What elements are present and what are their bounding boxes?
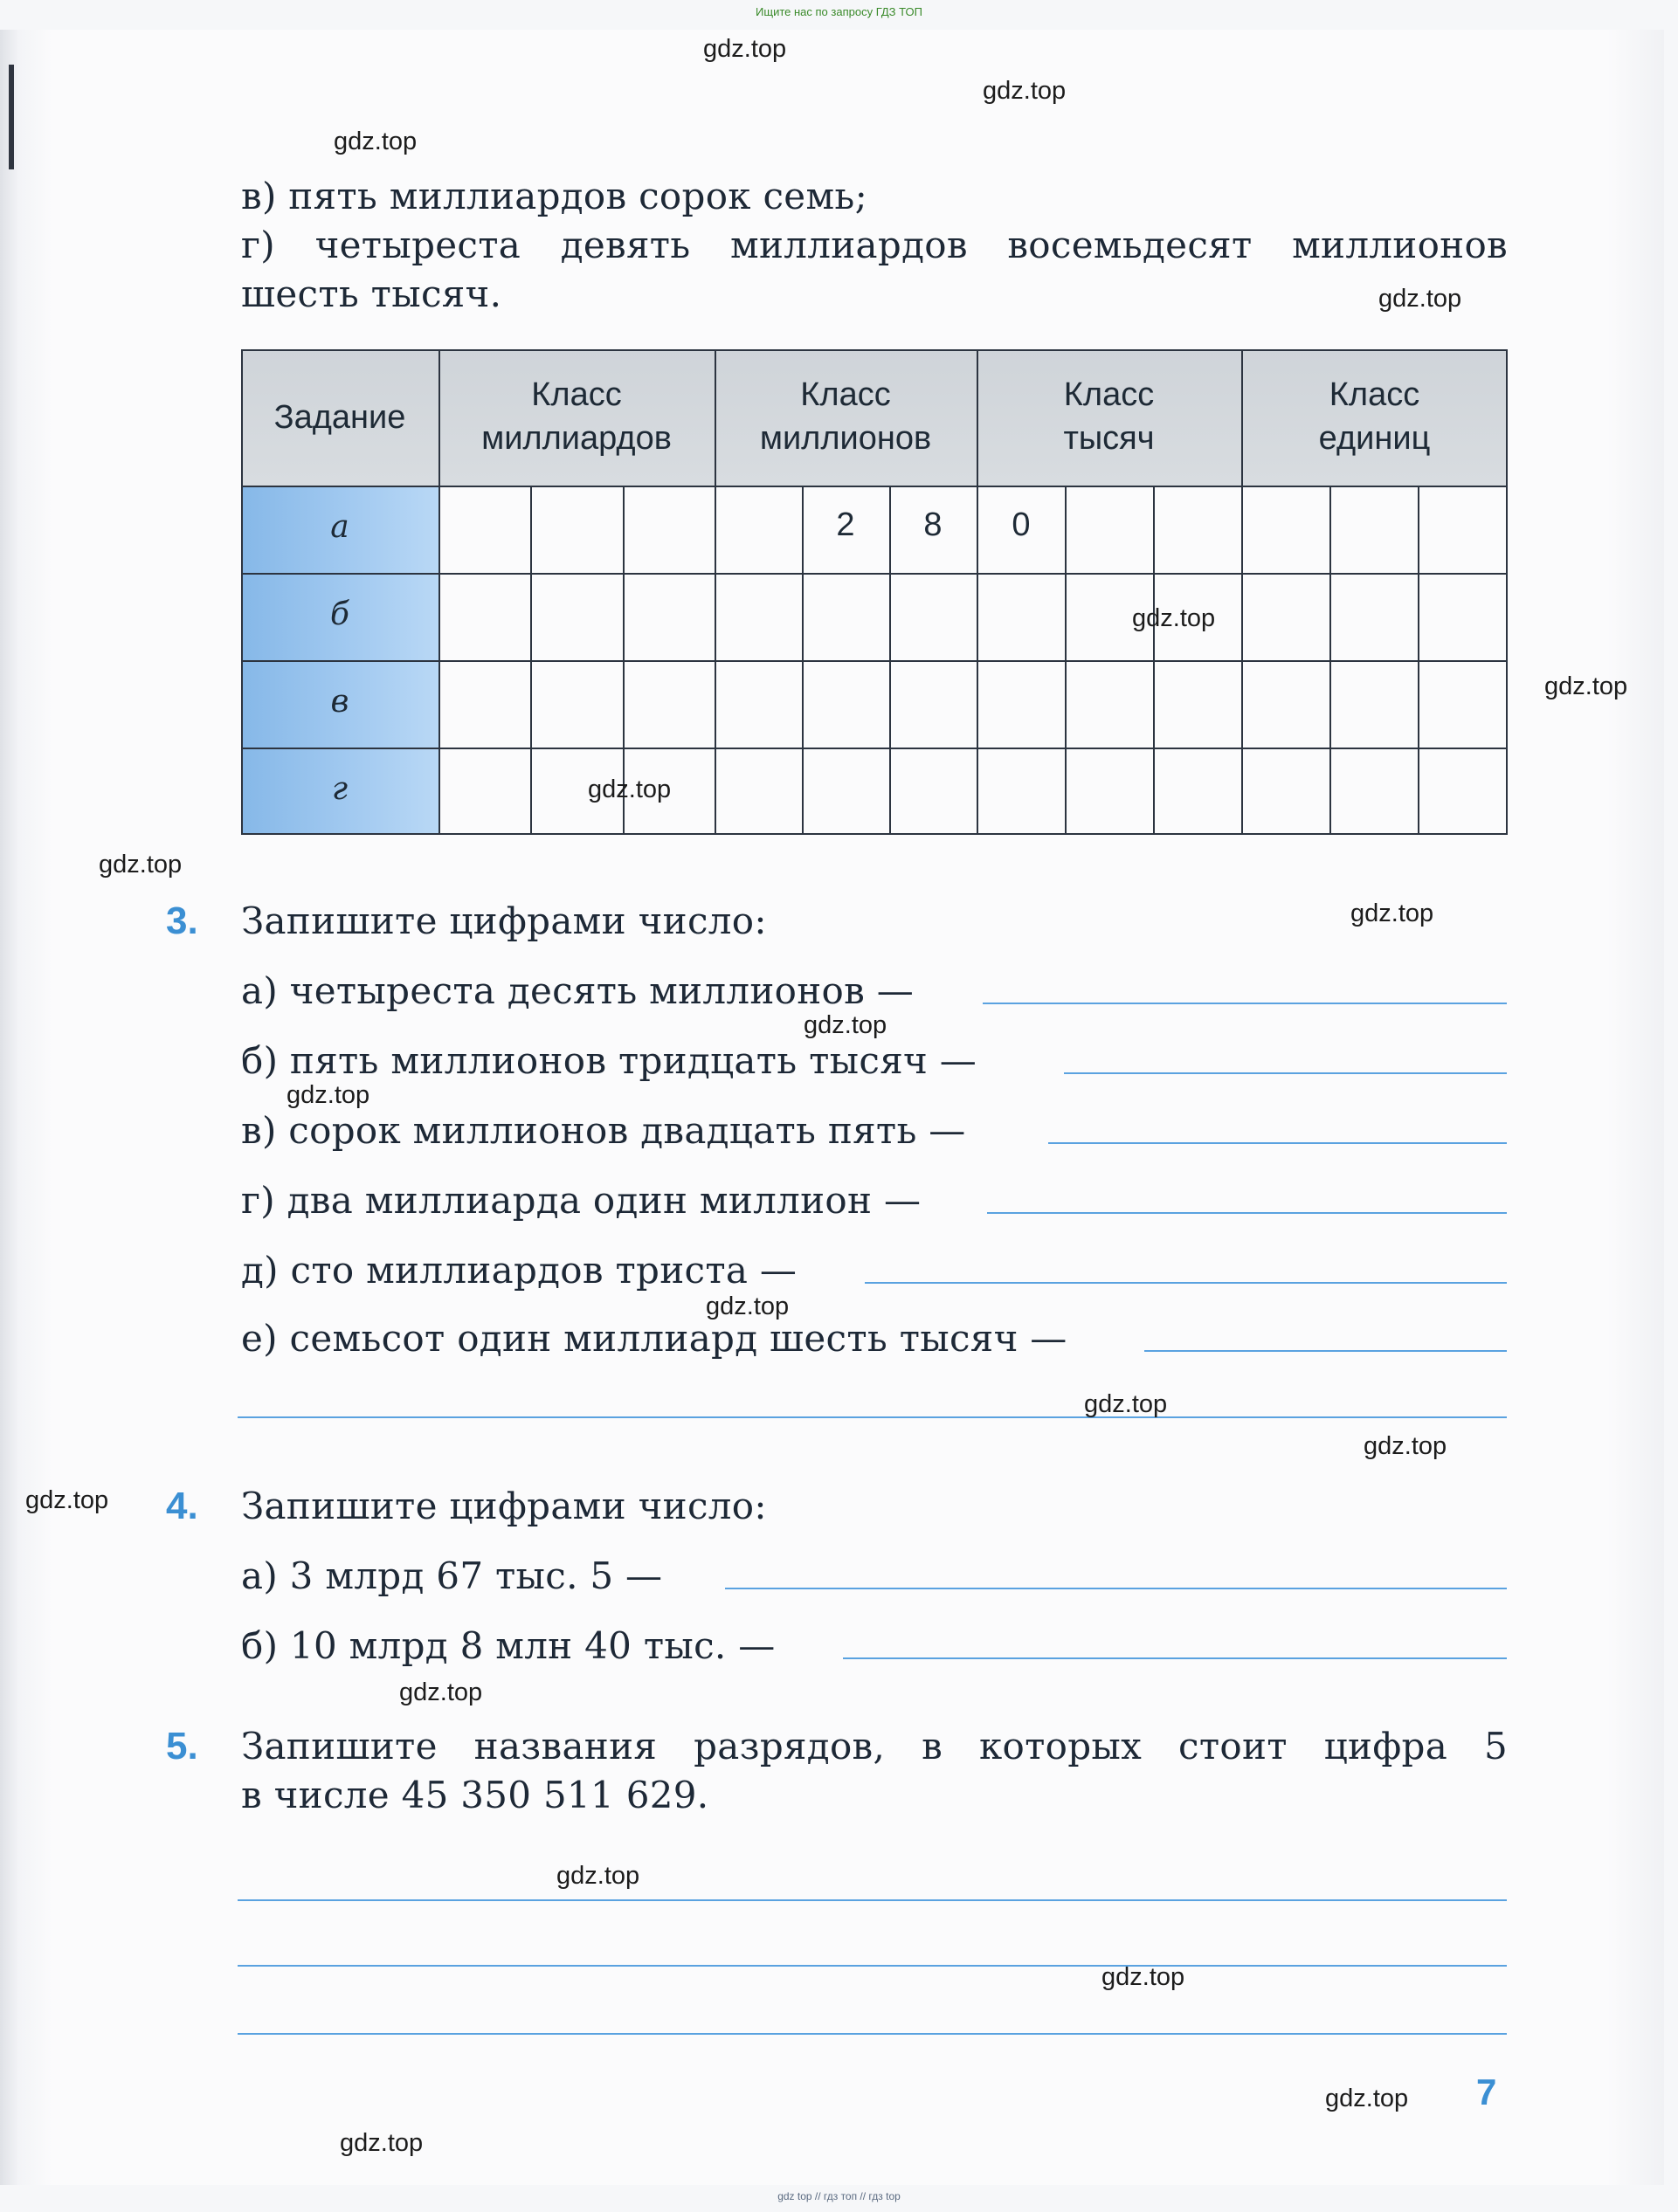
- answer-line[interactable]: [1064, 1072, 1507, 1074]
- watermark: gdz.top: [1350, 899, 1434, 927]
- digit-cell: 2: [836, 506, 855, 543]
- header-thousands: Класс тысяч: [1063, 376, 1155, 457]
- watermark: gdz.top: [25, 1486, 109, 1514]
- ex3-item-g: г) два миллиарда один миллион —: [241, 1179, 922, 1222]
- answer-line[interactable]: [1144, 1350, 1507, 1352]
- ex2-item-g: г) четыреста девять миллиардов восемьдесят миллионов: [241, 224, 1508, 266]
- watermark: gdz.top: [1101, 1963, 1185, 1991]
- header-billions: Класс миллиардов: [481, 376, 672, 457]
- answer-line[interactable]: [983, 1003, 1507, 1004]
- ex2-item-v: в) пять миллиардов сорок семь;: [241, 175, 868, 217]
- digit-cell: 8: [923, 506, 943, 543]
- ex5-line1: Запишите названия разрядов, в которых стоит цифра 5: [241, 1725, 1508, 1768]
- bottom-site-note: gdz top // гдз топ // гдз top: [777, 2190, 901, 2202]
- ex5-number: 5.: [166, 1725, 198, 1768]
- ex3-item-v: в) сорок миллионов двадцать пять —: [241, 1109, 966, 1152]
- row-label-g: г: [331, 771, 349, 807]
- header-millions: Класс миллионов: [759, 376, 932, 457]
- watermark: gdz.top: [1378, 285, 1462, 313]
- watermark: gdz.top: [334, 127, 418, 155]
- ex3-title: Запишите цифрами число:: [241, 899, 767, 942]
- watermark: gdz.top: [556, 1862, 640, 1890]
- watermark: gdz.top: [1325, 2085, 1409, 2112]
- answer-line[interactable]: [843, 1657, 1507, 1659]
- answer-line[interactable]: [238, 1416, 1507, 1418]
- ex4-title: Запишите цифрами число:: [241, 1485, 767, 1527]
- ex3-item-a: а) четыреста десять миллионов —: [241, 969, 915, 1012]
- ex3-number: 3.: [166, 899, 198, 942]
- watermark: gdz.top: [588, 775, 672, 803]
- watermark: gdz.top: [706, 1292, 790, 1320]
- watermark: gdz.top: [99, 851, 183, 879]
- ex3-item-e: е) семьсот один миллиард шесть тысяч —: [241, 1317, 1067, 1360]
- watermark: gdz.top: [983, 77, 1067, 105]
- answer-line[interactable]: [865, 1282, 1507, 1284]
- watermark: gdz.top: [287, 1081, 370, 1109]
- page-binding-edge: [9, 65, 14, 169]
- row-label-b: б: [330, 596, 349, 632]
- ex2-item-g-cont: шесть тысяч.: [241, 272, 502, 315]
- number-classes-table: [241, 349, 1508, 835]
- answer-line[interactable]: [238, 1965, 1507, 1967]
- digit-cell: 0: [1012, 506, 1031, 543]
- page-number: 7: [1476, 2071, 1497, 2112]
- watermark: gdz.top: [1544, 672, 1628, 700]
- watermark: gdz.top: [1084, 1390, 1168, 1418]
- ex3-item-b: б) пять миллионов тридцать тысяч —: [241, 1039, 977, 1082]
- watermark: gdz.top: [340, 2129, 424, 2157]
- watermark: gdz.top: [399, 1678, 483, 1706]
- header-units: Класс единиц: [1318, 376, 1431, 457]
- watermark: gdz.top: [703, 35, 787, 63]
- answer-line[interactable]: [987, 1212, 1507, 1214]
- answer-line[interactable]: [238, 1899, 1507, 1901]
- ex4-item-a: а) 3 млрд 67 тыс. 5 —: [241, 1554, 663, 1597]
- watermark: gdz.top: [1132, 604, 1216, 632]
- answer-line[interactable]: [725, 1588, 1507, 1589]
- ex5-line2: в числе 45 350 511 629.: [241, 1774, 709, 1816]
- top-search-note: Ищите нас по запросу ГДЗ ТОП: [756, 5, 922, 18]
- ex3-item-d: д) сто миллиардов триста —: [241, 1249, 798, 1292]
- answer-line[interactable]: [238, 2033, 1507, 2035]
- watermark: gdz.top: [804, 1011, 887, 1039]
- watermark: gdz.top: [1364, 1432, 1447, 1460]
- row-label-v: в: [330, 684, 349, 720]
- ex4-number: 4.: [166, 1485, 198, 1527]
- ex4-item-b: б) 10 млрд 8 млн 40 тыс. —: [241, 1624, 776, 1667]
- header-task: Задание: [273, 399, 406, 436]
- row-label-a: а: [330, 509, 349, 545]
- answer-line[interactable]: [1048, 1142, 1507, 1144]
